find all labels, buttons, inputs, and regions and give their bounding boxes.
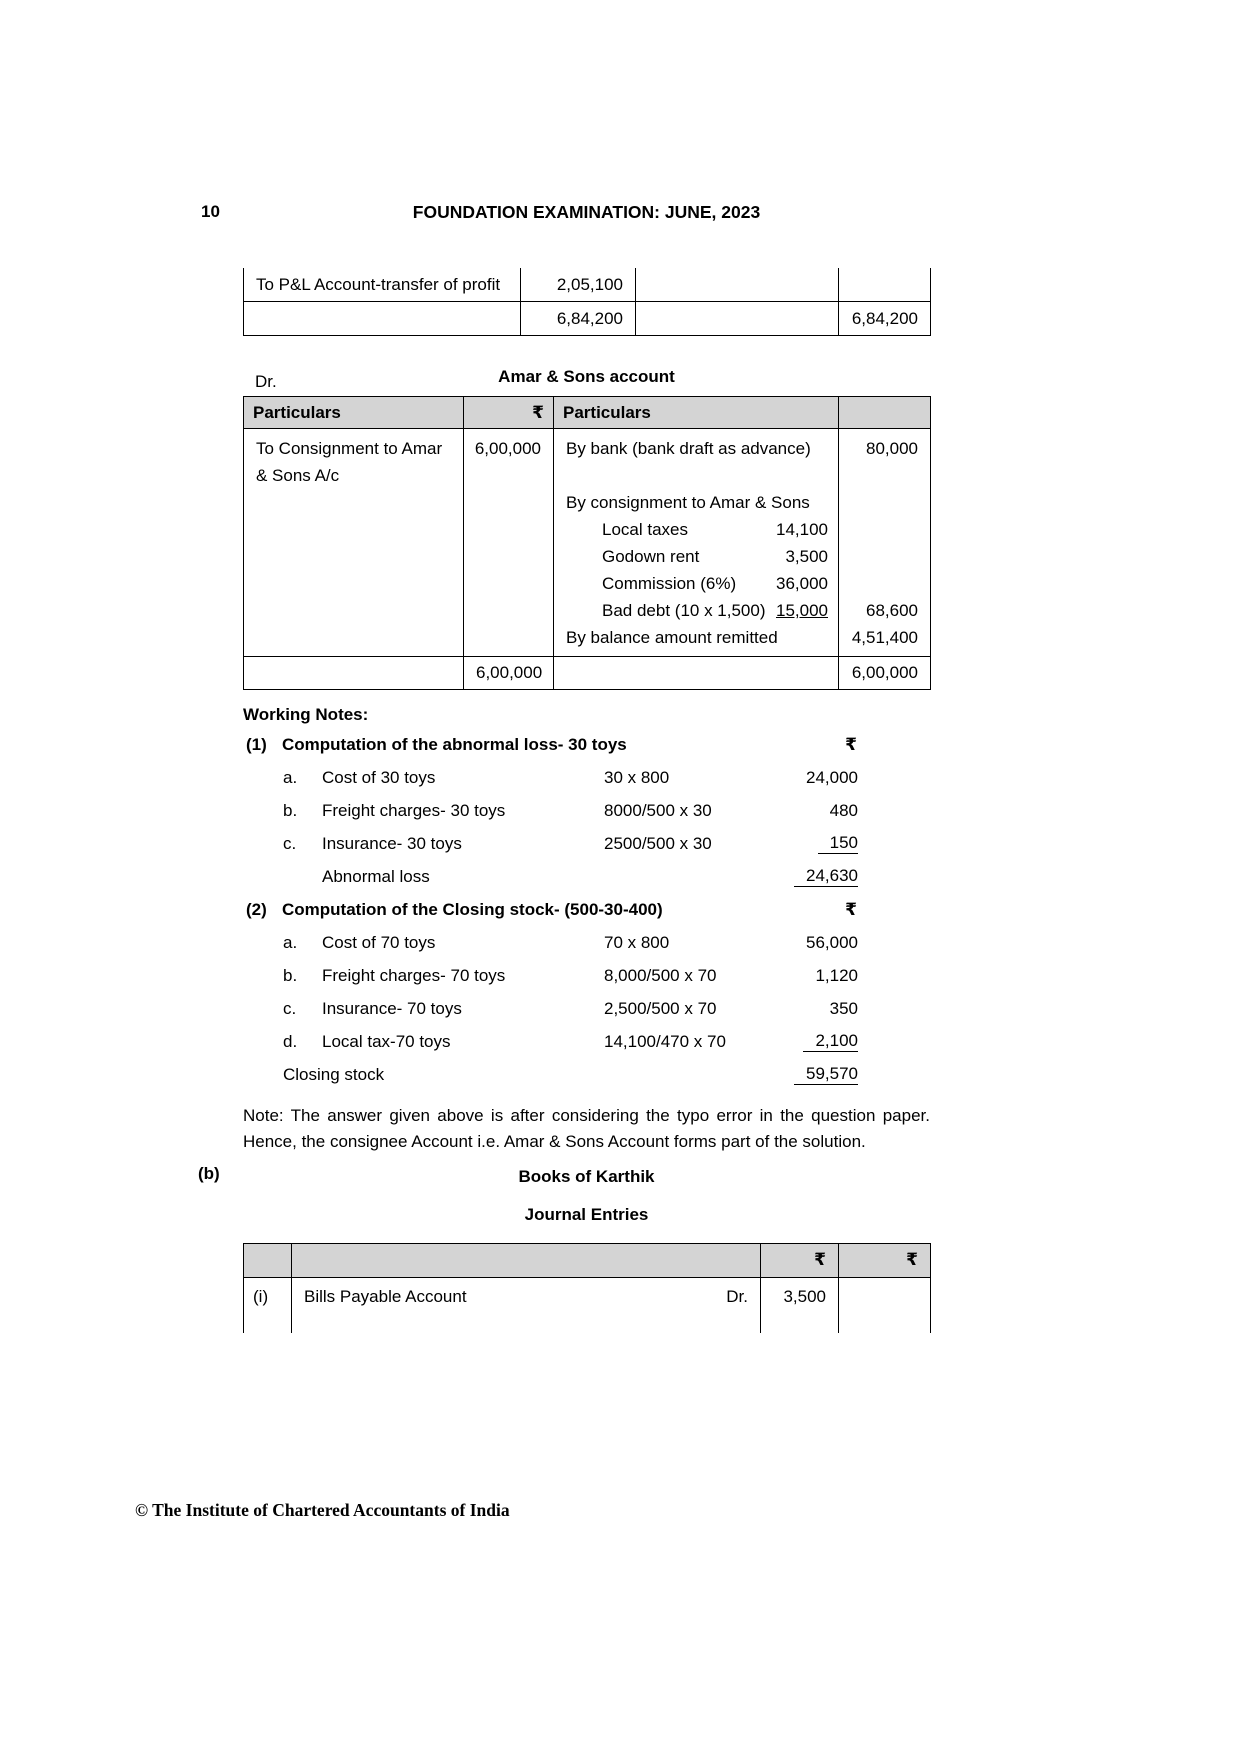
item-letter: b. bbox=[283, 965, 298, 985]
page-content bbox=[198, 268, 930, 1333]
note-item-row bbox=[243, 761, 930, 794]
item-label: Cost of 70 toys bbox=[322, 932, 436, 952]
part-b-label: (b) bbox=[198, 1163, 220, 1183]
item-formula: 8000/500 x 30 bbox=[604, 800, 712, 820]
entry-credit-amount bbox=[839, 1277, 931, 1333]
total-label: Abnormal loss bbox=[322, 866, 430, 886]
credit-amount: 4,51,400 bbox=[851, 628, 918, 647]
item-label: Freight charges- 30 toys bbox=[322, 800, 506, 820]
part-b-heading-row bbox=[198, 1163, 930, 1190]
note-total-row bbox=[243, 1058, 930, 1091]
account-title: Amar & Sons account bbox=[498, 367, 675, 386]
note-title: Computation of the Closing stock- (500-30-400) bbox=[282, 899, 663, 919]
item-amount-underlined: 2,100 bbox=[758, 1031, 858, 1052]
item-formula: 70 x 800 bbox=[604, 932, 670, 952]
item-amount: 350 bbox=[829, 998, 858, 1018]
item-letter: d. bbox=[283, 1031, 298, 1051]
table-total-row bbox=[244, 302, 931, 336]
currency-symbol: ₹ bbox=[845, 899, 857, 919]
item-label: Insurance- 30 toys bbox=[322, 833, 462, 853]
subitem-amount-underlined: 15,000 bbox=[776, 601, 828, 620]
subitem-label: Bad debt (10 x 1,500) bbox=[602, 601, 766, 620]
amar-sons-account-table bbox=[243, 396, 931, 690]
entry-particulars bbox=[304, 1287, 748, 1307]
credit-amount: 80,000 bbox=[866, 439, 918, 458]
note-item-row bbox=[243, 992, 930, 1025]
credit-line: By consignment to Amar & Sons bbox=[566, 493, 810, 512]
item-formula: 30 x 800 bbox=[604, 767, 670, 787]
note-title: Computation of the abnormal loss- 30 toys bbox=[282, 734, 627, 754]
blank-line bbox=[839, 489, 930, 516]
blank-line bbox=[839, 543, 930, 570]
subitem-label: Local taxes bbox=[602, 520, 688, 539]
item-formula: 8,000/500 x 70 bbox=[604, 965, 717, 985]
item-label: Cost of 30 toys bbox=[322, 767, 436, 787]
note-item-row bbox=[243, 926, 930, 959]
credit-subitem bbox=[554, 516, 838, 543]
amount-cell: 2,05,100 bbox=[521, 268, 636, 302]
page-number: 10 bbox=[201, 202, 220, 221]
item-amount: 56,000 bbox=[806, 932, 858, 952]
blank-line bbox=[839, 462, 930, 489]
journal-header-row bbox=[244, 1243, 931, 1277]
total-amount-cell: 6,84,200 bbox=[521, 302, 636, 336]
note-number: (2) bbox=[246, 899, 267, 919]
item-label: Insurance- 70 toys bbox=[322, 998, 462, 1018]
header-particulars-right: Particulars bbox=[554, 397, 839, 429]
debit-amount: 6,00,000 bbox=[474, 439, 541, 458]
item-letter: a. bbox=[283, 767, 298, 787]
item-letter: c. bbox=[283, 998, 297, 1018]
entry-particulars-cell bbox=[292, 1277, 761, 1333]
credit-amount-cell bbox=[839, 429, 931, 657]
empty-cell bbox=[244, 657, 464, 690]
blank-line bbox=[839, 516, 930, 543]
item-amount: 24,000 bbox=[806, 767, 858, 787]
copyright-footer: © The Institute of Chartered Accountants of India bbox=[135, 1500, 510, 1520]
debit-total: 6,00,000 bbox=[464, 657, 554, 690]
header-particulars-left: Particulars bbox=[244, 397, 464, 429]
subitem-amount: 14,100 bbox=[776, 520, 828, 539]
account-body-row bbox=[244, 429, 931, 657]
entry-account-name: Bills Payable Account bbox=[304, 1286, 467, 1306]
header-empty-cell bbox=[244, 1243, 292, 1277]
subitem-label: Godown rent bbox=[602, 547, 700, 566]
header-empty-cell bbox=[839, 397, 931, 429]
credit-subitem bbox=[554, 570, 838, 597]
item-amount: 1,120 bbox=[815, 965, 858, 985]
part-b-title: Books of Karthik bbox=[518, 1166, 655, 1186]
profit-loss-continuation-table bbox=[243, 268, 931, 336]
credit-line: By balance amount remitted bbox=[566, 628, 778, 647]
entry-dr-label: Dr. bbox=[726, 1286, 748, 1306]
credit-particulars-cell bbox=[554, 429, 839, 657]
journal-entries-title: Journal Entries bbox=[524, 1204, 649, 1224]
item-amount: 480 bbox=[829, 800, 858, 820]
note2-title-row bbox=[243, 893, 930, 926]
note-text: Note: The answer given above is after considering the typo error in the question paper. Hence, the consignee Account i.e. Amar & Sons Account forms part of the solution. bbox=[243, 1106, 930, 1152]
credit-total: 6,00,000 bbox=[839, 657, 931, 690]
item-label: Freight charges- 70 toys bbox=[322, 965, 506, 985]
item-formula: 14,100/470 x 70 bbox=[604, 1031, 726, 1051]
total-label: Closing stock bbox=[283, 1064, 385, 1084]
table-row bbox=[244, 268, 931, 302]
credit-subitem bbox=[554, 597, 838, 624]
note-item-row bbox=[243, 794, 930, 827]
total-amount-underlined: 59,570 bbox=[758, 1064, 858, 1085]
item-letter: c. bbox=[283, 833, 297, 853]
credit-line: By bank (bank draft as advance) bbox=[566, 439, 811, 458]
dr-label: Dr. bbox=[255, 372, 277, 391]
entry-debit-amount: 3,500 bbox=[761, 1277, 839, 1333]
note-item-row bbox=[243, 1025, 930, 1058]
header-debit-rupee: ₹ bbox=[761, 1243, 839, 1277]
subitem-label: Commission (6%) bbox=[602, 574, 737, 593]
subitem-amount: 3,500 bbox=[785, 547, 828, 566]
table-header-row bbox=[244, 397, 931, 429]
credit-blank-line bbox=[554, 462, 838, 489]
account-title-row bbox=[243, 367, 930, 393]
item-letter: b. bbox=[283, 800, 298, 820]
header-empty-cell bbox=[292, 1243, 761, 1277]
credit-subtotal-amount: 68,600 bbox=[866, 601, 918, 620]
header-credit-rupee: ₹ bbox=[839, 1243, 931, 1277]
journal-entry-row bbox=[244, 1277, 931, 1333]
note-total-row bbox=[243, 860, 930, 893]
debit-amount-cell bbox=[464, 429, 554, 657]
item-formula: 2,500/500 x 70 bbox=[604, 998, 717, 1018]
item-amount-underlined: 150 bbox=[758, 833, 858, 854]
account-total-row bbox=[244, 657, 931, 690]
note1-title-row bbox=[243, 728, 930, 761]
debit-particulars-cell: To Consignment to Amar & Sons A/c bbox=[244, 429, 464, 657]
blank-line bbox=[839, 570, 930, 597]
empty-cell bbox=[636, 302, 839, 336]
item-label: Local tax-70 toys bbox=[322, 1031, 451, 1051]
header-rupee: ₹ bbox=[464, 397, 554, 429]
empty-cell bbox=[636, 268, 839, 302]
item-formula: 2500/500 x 30 bbox=[604, 833, 712, 853]
journal-entries-table bbox=[243, 1243, 931, 1333]
empty-cell bbox=[554, 657, 839, 690]
working-notes-heading: Working Notes: bbox=[243, 705, 369, 724]
total-amount-underlined: 24,630 bbox=[758, 866, 858, 887]
page-header-title: FOUNDATION EXAMINATION: JUNE, 2023 bbox=[412, 202, 761, 222]
entry-number: (i) bbox=[244, 1277, 292, 1333]
subitem-amount: 36,000 bbox=[776, 574, 828, 593]
empty-cell bbox=[839, 268, 931, 302]
empty-cell bbox=[244, 302, 521, 336]
note-item-row bbox=[243, 827, 930, 860]
credit-subitem bbox=[554, 543, 838, 570]
total-amount-cell: 6,84,200 bbox=[839, 302, 931, 336]
note-item-row bbox=[243, 959, 930, 992]
note-number: (1) bbox=[246, 734, 267, 754]
item-letter: a. bbox=[283, 932, 298, 952]
currency-symbol: ₹ bbox=[845, 734, 857, 754]
particulars-cell: To P&L Account-transfer of profit bbox=[244, 268, 521, 302]
